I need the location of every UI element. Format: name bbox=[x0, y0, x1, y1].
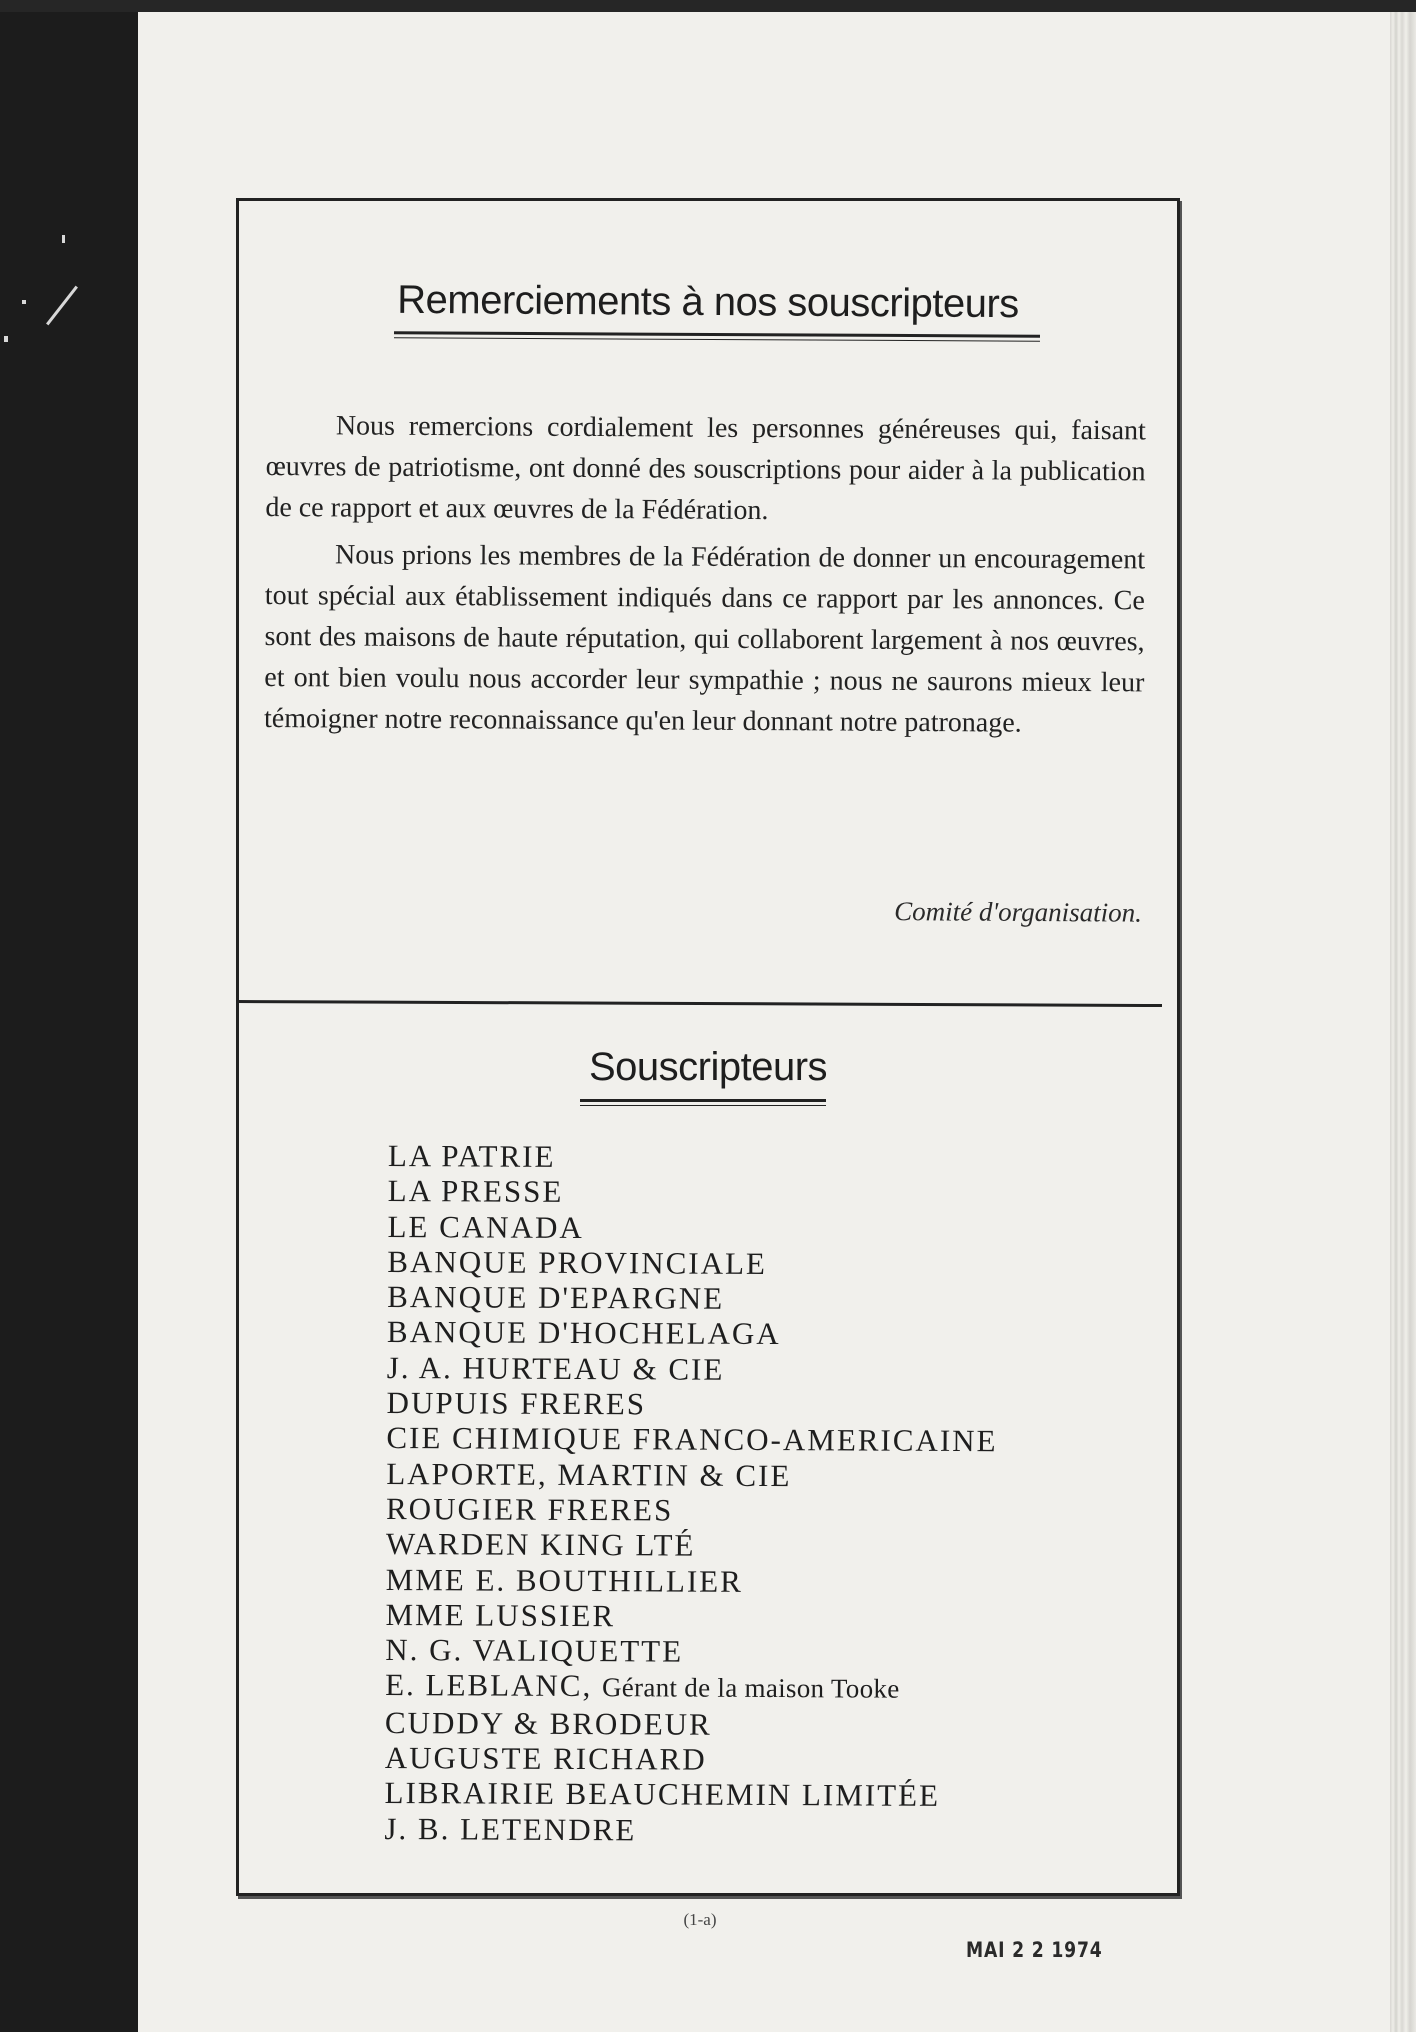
subscriber-item: BANQUE PROVINCIALE bbox=[387, 1243, 768, 1281]
thanks-paragraph: Nous remercions cordialement les personnes généreuses qui, faisant œuvres de patriotisme, ont donné des souscriptions pour aider à la publication de ce rapport et aux œuvres de la Fédération. bbox=[265, 410, 1146, 527]
subscriber-item: LAPORTE, MARTIN & CIE bbox=[386, 1455, 792, 1493]
page-folio: (1-a) bbox=[683, 1910, 717, 1929]
subscriber-note: Gérant de la maison Tooke bbox=[601, 1672, 900, 1705]
subscriber-list bbox=[384, 1138, 999, 1849]
page-stack-edges bbox=[1390, 12, 1416, 2032]
scan-speck bbox=[22, 300, 26, 304]
subscriber-item: ROUGIER FRERES bbox=[385, 1490, 674, 1528]
subscriber-item: J. A. HURTEAU & CIE bbox=[386, 1349, 725, 1387]
scan-background-top bbox=[0, 0, 1416, 12]
subscriber-item: AUGUSTE RICHARD bbox=[384, 1740, 707, 1777]
subscriber-item: N. G. VALIQUETTE bbox=[385, 1632, 684, 1669]
thanks-text bbox=[264, 405, 1146, 750]
subscriber-item: LA PATRIE bbox=[387, 1138, 556, 1174]
signature: Comité d'organisation. bbox=[894, 896, 1143, 928]
subscriber-item: LA PRESSE bbox=[387, 1173, 564, 1210]
subscriber-item: WARDEN KING LTÉ bbox=[385, 1526, 696, 1563]
scan-speck bbox=[4, 336, 8, 342]
subscribers-title: Souscripteurs bbox=[588, 1045, 828, 1089]
subscriber-name: E. LEBLANC, bbox=[385, 1667, 593, 1704]
subscriber-item: MME LUSSIER bbox=[385, 1596, 616, 1634]
subscriber-item: CUDDY & BRODEUR bbox=[384, 1704, 712, 1742]
subscriber-item: BANQUE D'HOCHELAGA bbox=[386, 1314, 781, 1352]
subscriber-item: BANQUE D'EPARGNE bbox=[387, 1279, 725, 1316]
subscriber-item: DUPUIS FRERES bbox=[386, 1385, 647, 1422]
scan-scratch bbox=[46, 286, 78, 326]
subscriber-item-with-note bbox=[385, 1667, 996, 1707]
scan-speck bbox=[62, 235, 65, 243]
subscriber-item: LE CANADA bbox=[387, 1208, 584, 1245]
date-stamp: MAI 2 2 1974 bbox=[966, 1938, 1103, 1962]
page-title: Remerciements à nos souscripteurs bbox=[397, 277, 1019, 327]
subscriber-item: MME E. BOUTHILLIER bbox=[385, 1561, 743, 1599]
subscriber-item: LIBRAIRIE BEAUCHEMIN LIMITÉE bbox=[384, 1775, 941, 1814]
thanks-paragraph: Nous prions les membres de la Fédération de donner un encouragement tout spécial aux établissement indiqués dans ce rapport par les annonces. Ce sont des maisons de haute réputation, qui collaborent largement à nos œuvres, et ont bien voulu nous accorder leur sympathie ; nous ne saurons mieux leur témoigner notre reconnaissance qu'en leur donnant notre patronage. bbox=[263, 539, 1146, 739]
subscriber-item: CIE CHIMIQUE FRANCO-AMERICAINE bbox=[386, 1420, 998, 1459]
subscribers-title-double-rule bbox=[580, 1099, 826, 1106]
subscriber-item: J. B. LETENDRE bbox=[384, 1810, 637, 1847]
